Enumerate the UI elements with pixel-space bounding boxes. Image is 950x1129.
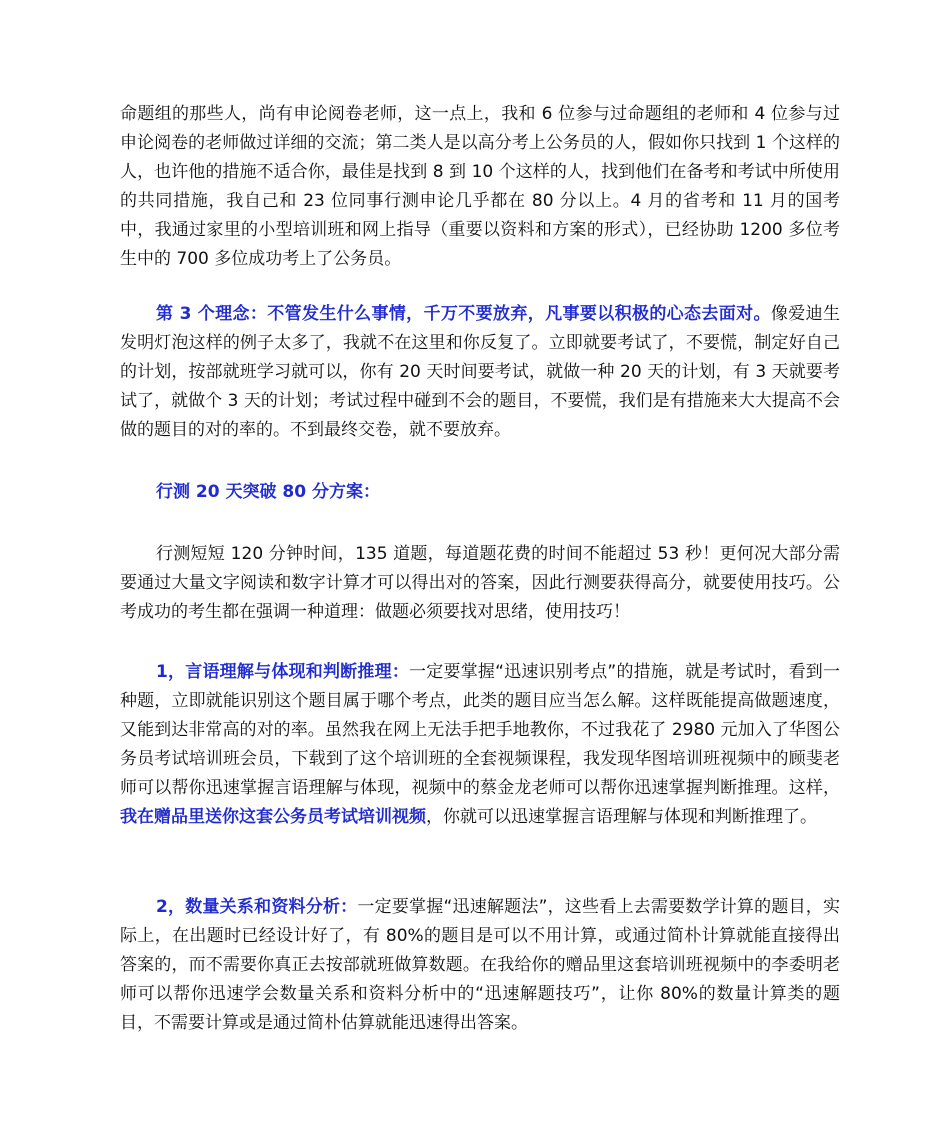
- paragraph-quantitative: [120, 893, 840, 1038]
- paragraph-concept-3: [120, 300, 840, 445]
- section-heading-text: 行测 20 天突破 80 分方案：: [156, 482, 380, 502]
- paragraph-text: 一定要掌握“迅速识别考点”的措施，就是考试时，看到一种题，立即就能识别这个题目属于哪个考点，此类的题目应当怎么解。这样既能提高做题速度，又能到达非常高的对的率。虽然我在网上无法手把手地教你，不过我花了 2980 元加入了华图公务员考试培训班会员，下载到了这个培训班的全套视频课程，我发现华图培训班视频中的顾斐老师可以帮你迅速掌握言语理解与体现，视频中的蔡金龙老师可以帮你迅速掌握判断推理。这样，: [120, 662, 841, 798]
- paragraph-text: 行测短短 120 分钟时间，135 道题，每道题花费的时间不能超过 53 秒！更何况大部分需要通过大量文字阅读和数字计算才可以得出对的答案，因此行测要获得高分，就要使用技巧。公考成功的考生都在强调一种道理：做题必须要找对思绪，使用技巧！: [120, 544, 840, 622]
- item-heading: 2，数量关系和资料分析：: [156, 897, 358, 917]
- item-heading: 1，言语理解与体现和判断推理：: [156, 662, 410, 682]
- paragraph-overview: [120, 540, 840, 627]
- emphasis-text: 我在赠品里送你这套公务员考试培训视频: [120, 807, 426, 827]
- paragraph-text: 一定要掌握“迅速解题法”，这些看上去需要数学计算的题目，实际上，在出题时已经设计好了，有 80%的题目是可以不用计算，或通过简朴计算就能直接得出答案的，而不需要你真正去按部就班做算数题。在我给你的赠品里这套培训班视频中的李委明老师可以帮你迅速学会数量关系和资料分析中的“迅速解题技巧”，让你 80%的数量计算类的题目，不需要计算或是通过简朴估算就能迅速得出答案。: [120, 897, 841, 1033]
- section-heading: [120, 478, 840, 507]
- paragraph-text: 像爱迪生发明灯泡这样的例子太多了，我就不在这里和你反复了。立即就要考试了，不要慌，制定好自己的计划，按部就班学习就可以，你有 20 天时间要考试，就做一种 20 天的计划，有 3 天就要考试了，就做个 3 天的计划；考试过程中碰到不会的题目，不要慌，我们是有措施来大大提高不会做的题目的对的率的。不到最终交卷，就不要放弃。: [120, 304, 840, 440]
- paragraph-intro: [120, 100, 840, 274]
- paragraph-text: ，你就可以迅速掌握言语理解与体现和判断推理了。: [426, 807, 817, 827]
- paragraph-verbal-reasoning: [120, 658, 840, 832]
- paragraph-text: 命题组的那些人，尚有申论阅卷老师，这一点上，我和 6 位参与过命题组的老师和 4 位参与过申论阅卷的老师做过详细的交流；第二类人是以高分考上公务员的人，假如你只找到 1 个这样的人，也许他的措施不适合你，最佳是找到 8 到 10 个这样的人，找到他们在备考和考试中所使用的共同措施，我自己和 23 位同事行测申论几乎都在 80 分以上。4 月的省考和 11 月的国考中，我通过家里的小型培训班和网上指导（重要以资料和方案的形式），已经协助 1200 多位考生中的 700 多位成功考上了公务员。: [120, 104, 840, 269]
- concept-heading: 第 3 个理念：不管发生什么事情，千万不要放弃，凡事要以积极的心态去面对。: [156, 304, 771, 324]
